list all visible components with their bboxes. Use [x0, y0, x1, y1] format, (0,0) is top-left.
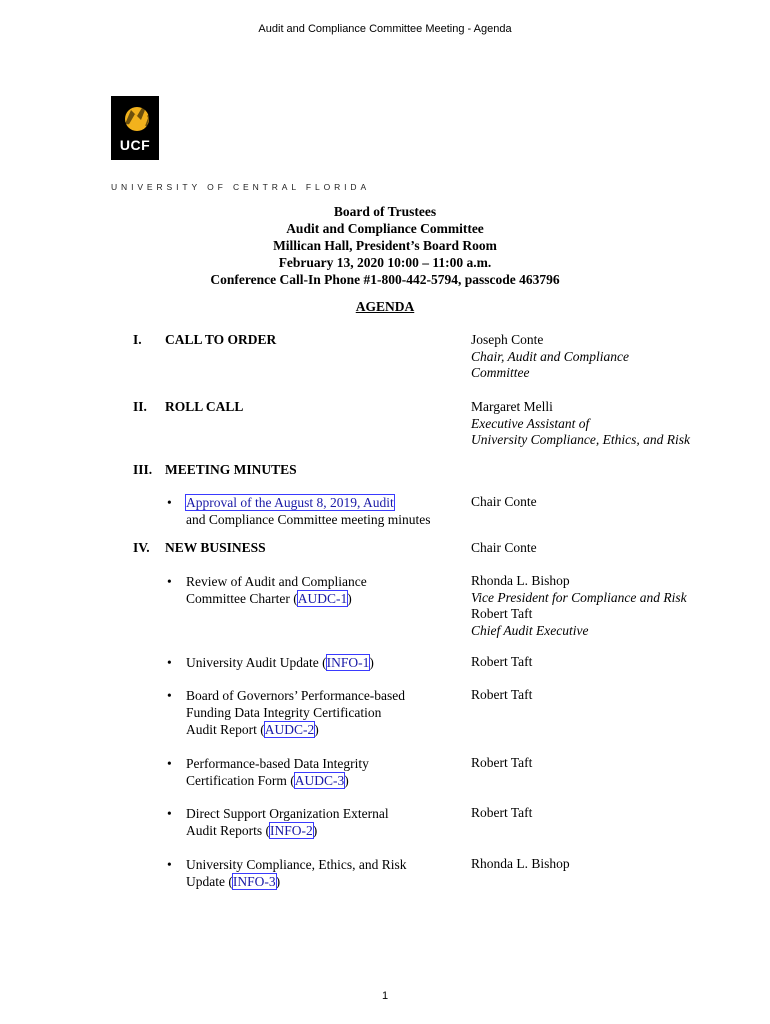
bullet: • — [167, 756, 172, 771]
item-text: Funding Data Integrity Certification — [186, 705, 382, 720]
section-number: IV. — [133, 540, 150, 555]
item-text: Performance-based Data Integrity — [186, 756, 369, 771]
logo-text: UCF — [119, 137, 151, 153]
section-title: ROLL CALL — [165, 399, 244, 414]
item-text: ) — [347, 591, 352, 606]
presenter-title: Chief Audit Executive — [471, 622, 589, 638]
presenter-name: Joseph Conte — [471, 332, 544, 347]
section-title: NEW BUSINESS — [165, 540, 266, 555]
presenter-name: Rhonda L. Bishop — [471, 573, 570, 588]
audc-1-link[interactable]: AUDC-1 — [297, 591, 348, 606]
presenter-title: Vice President for Compliance and Risk — [471, 589, 687, 605]
audc-3-link[interactable]: AUDC-3 — [294, 773, 345, 788]
item-text: Review of Audit and Compliance — [186, 574, 367, 589]
presenter-name: Margaret Melli — [471, 399, 553, 414]
item-text: Board of Governors’ Performance-based — [186, 688, 406, 703]
item-text: ) — [369, 655, 374, 670]
presenter-title: Executive Assistant of — [471, 415, 590, 431]
bullet: • — [167, 857, 172, 872]
presenter-name: Robert Taft — [471, 805, 533, 820]
item-text: University Compliance, Ethics, and Risk — [186, 857, 407, 872]
item-text: University Audit Update ( — [186, 655, 327, 670]
item-text: Audit Report ( — [186, 722, 265, 737]
presenter-block — [471, 332, 629, 382]
presenter-block — [471, 573, 687, 639]
pegasus-icon — [111, 96, 159, 140]
section-number: III. — [133, 462, 153, 477]
presenter-name: Robert Taft — [471, 755, 533, 770]
section-title: CALL TO ORDER — [165, 332, 277, 347]
header-line: Millican Hall, President’s Board Room — [273, 238, 497, 253]
presenter-name: Robert Taft — [471, 654, 533, 669]
section-title: MEETING MINUTES — [165, 462, 297, 477]
page-number: 1 — [381, 990, 389, 1002]
presenter-title: Committee — [471, 365, 530, 380]
header-line: Board of Trustees — [333, 204, 437, 219]
header-line: Conference Call-In Phone #1-800-442-5794, passcode 463796 — [210, 272, 560, 287]
bullet: • — [167, 655, 172, 670]
header-line: February 13, 2020 10:00 – 11:00 a.m. — [278, 255, 492, 270]
meeting-header — [0, 203, 770, 288]
item-text: ) — [314, 722, 319, 737]
bullet: • — [167, 688, 172, 703]
section-number: I. — [133, 332, 142, 347]
header-line: Audit and Compliance Committee — [286, 221, 484, 236]
presenter-name: Robert Taft — [471, 606, 533, 621]
item-text: and Compliance Committee meeting minutes — [186, 512, 431, 527]
ucf-logo — [111, 96, 159, 160]
bullet: • — [167, 574, 172, 589]
presenter-block — [471, 399, 690, 449]
agenda-title: AGENDA — [355, 299, 415, 314]
presenter-title: University Compliance, Ethics, and Risk — [471, 432, 690, 447]
presenter-name: Chair Conte — [471, 494, 537, 509]
presenter-title: Chair, Audit and Compliance — [471, 348, 630, 364]
item-text: Audit Reports ( — [186, 823, 270, 838]
presenter-name: Rhonda L. Bishop — [471, 856, 570, 871]
item-text: Direct Support Organization External — [186, 806, 389, 821]
info-2-link[interactable]: INFO-2 — [270, 823, 313, 838]
item-text: Committee Charter ( — [186, 591, 298, 606]
running-header: Audit and Compliance Committee Meeting - Agenda — [258, 23, 512, 35]
item-text: Certification Form ( — [186, 773, 295, 788]
presenter-name: Chair Conte — [471, 540, 537, 555]
item-text: ) — [344, 773, 349, 788]
info-1-link[interactable]: INFO-1 — [326, 655, 370, 670]
bullet: • — [167, 495, 172, 510]
item-text: ) — [312, 823, 318, 838]
presenter-name: Robert Taft — [471, 687, 533, 702]
item-text: ) — [275, 874, 281, 889]
item-text: Update ( — [186, 874, 233, 889]
bullet: • — [167, 806, 172, 821]
university-wordmark: UNIVERSITY OF CENTRAL FLORIDA — [111, 182, 371, 192]
audc-2-link[interactable]: AUDC-2 — [264, 722, 315, 737]
info-3-link[interactable]: INFO-3 — [232, 874, 276, 889]
minutes-link[interactable]: Approval of the August 8, 2019, Audit — [186, 495, 394, 510]
section-number: II. — [133, 399, 147, 414]
